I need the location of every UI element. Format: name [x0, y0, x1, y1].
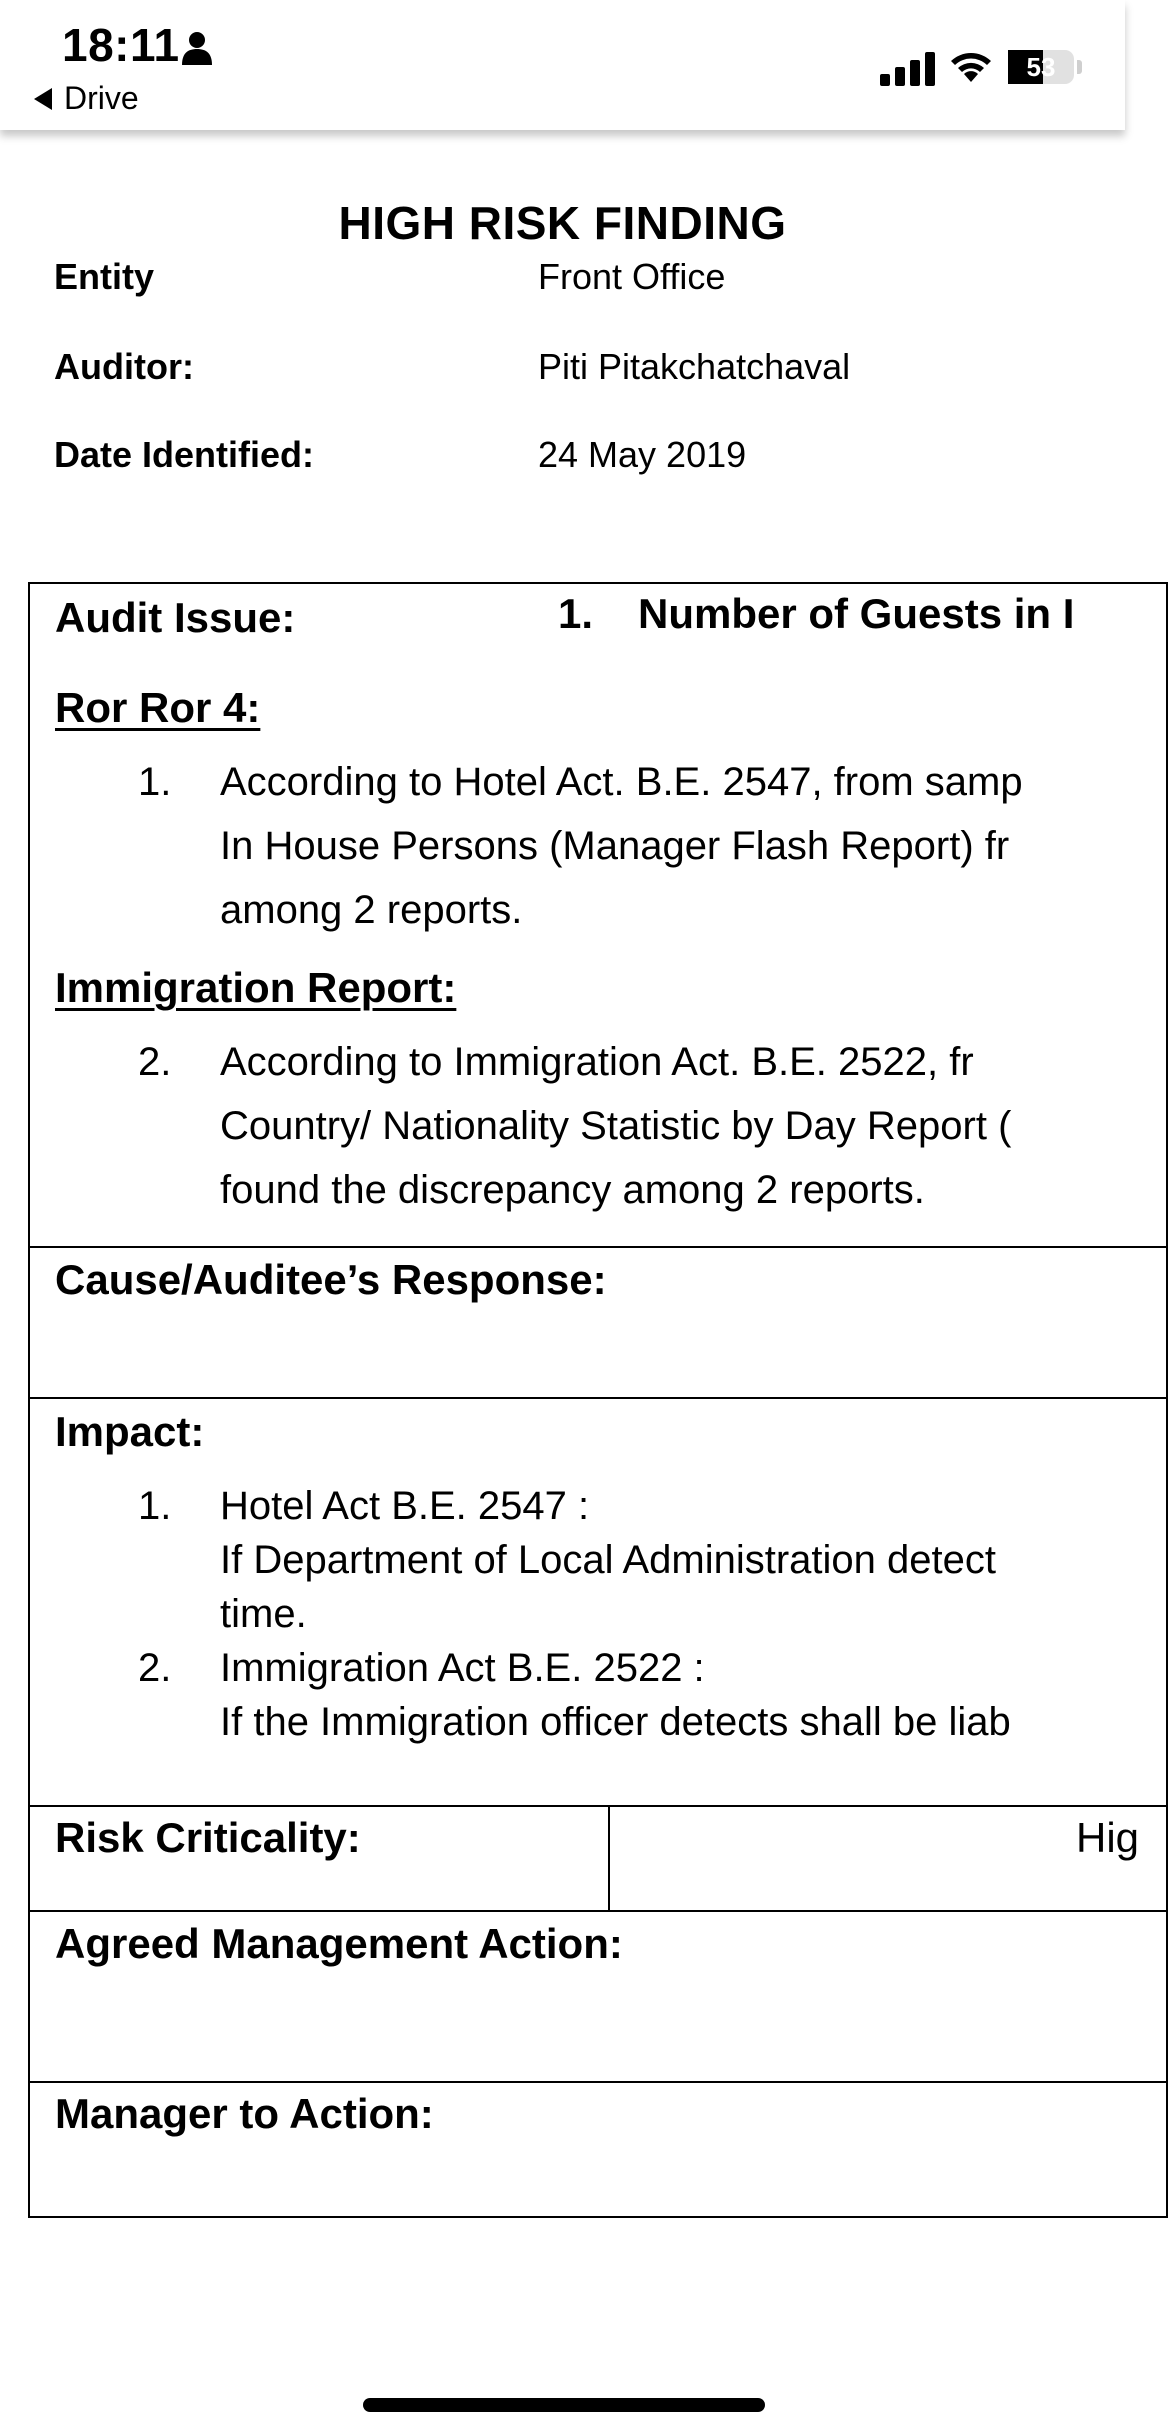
row-divider [30, 1805, 1166, 1807]
immigration-report-line: According to Immigration Act. B.E. 2522, fr [220, 1040, 974, 1084]
entity-label: Entity [54, 256, 155, 297]
auditor-label: Auditor: [54, 346, 194, 387]
impact-item-number: 2. [138, 1646, 172, 1690]
immigration-report-number: 2. [138, 1040, 172, 1084]
row-divider [30, 1397, 1166, 1399]
risk-criticality-label: Risk Criticality: [55, 1814, 361, 1861]
battery-icon [1008, 50, 1074, 84]
cause-label: Cause/Auditee’s Response: [55, 1256, 607, 1303]
audit-issue-label: Audit Issue: [55, 594, 296, 641]
impact-line: Hotel Act B.E. 2547 : [220, 1484, 590, 1528]
back-arrow-icon [34, 88, 52, 110]
entity-value: Front Office [538, 256, 726, 297]
date-identified-value: 24 May 2019 [538, 434, 747, 475]
row-divider [30, 2081, 1166, 2083]
person-icon [180, 30, 214, 66]
row-divider [30, 1246, 1166, 1248]
impact-line: time. [220, 1592, 307, 1636]
ror-ror-4-line: In House Persons (Manager Flash Report) fr [220, 824, 1010, 868]
home-indicator[interactable] [363, 2398, 765, 2412]
impact-item-number: 1. [138, 1484, 172, 1528]
back-label: Drive [64, 80, 139, 116]
impact-line: If the Immigration officer detects shall be liab [220, 1700, 1011, 1744]
ror-ror-4-heading: Ror Ror 4: [55, 684, 261, 731]
column-divider [608, 1805, 610, 1910]
impact-line: If Department of Local Administration detect [220, 1538, 996, 1582]
impact-line: Immigration Act B.E. 2522 : [220, 1646, 705, 1690]
manager-to-action-label: Manager to Action: [55, 2090, 434, 2137]
impact-label: Impact: [55, 1408, 205, 1455]
agreed-management-action-label: Agreed Management Action: [55, 1920, 623, 1967]
battery-percent: 53 [1026, 52, 1056, 82]
back-to-drive-button[interactable] [34, 80, 139, 117]
date-identified-label: Date Identified: [54, 434, 315, 475]
finding-table [28, 582, 1168, 2218]
audit-issue-number: 1. [558, 590, 594, 637]
risk-criticality-value: Hig [1076, 1814, 1140, 1861]
ror-ror-4-number: 1. [138, 760, 172, 804]
cellular-signal-icon [880, 52, 936, 86]
immigration-report-line: found the discrepancy among 2 reports. [220, 1168, 925, 1212]
immigration-report-line: Country/ Nationality Statistic by Day Report ( [220, 1104, 1012, 1148]
auditor-value: Piti Pitakchatchaval [538, 346, 851, 387]
battery-tip [1077, 60, 1082, 74]
clock-time: 18:11 [62, 19, 180, 71]
status-bar [0, 0, 1125, 130]
wifi-icon [948, 48, 994, 84]
ror-ror-4-line: According to Hotel Act. B.E. 2547, from samp [220, 760, 1023, 804]
document-title: HIGH RISK FINDING [338, 197, 787, 249]
row-divider [30, 1910, 1166, 1912]
audit-issue-text: Number of Guests in I [638, 590, 1075, 637]
immigration-report-heading: Immigration Report: [55, 964, 457, 1011]
ror-ror-4-line: among 2 reports. [220, 888, 523, 932]
